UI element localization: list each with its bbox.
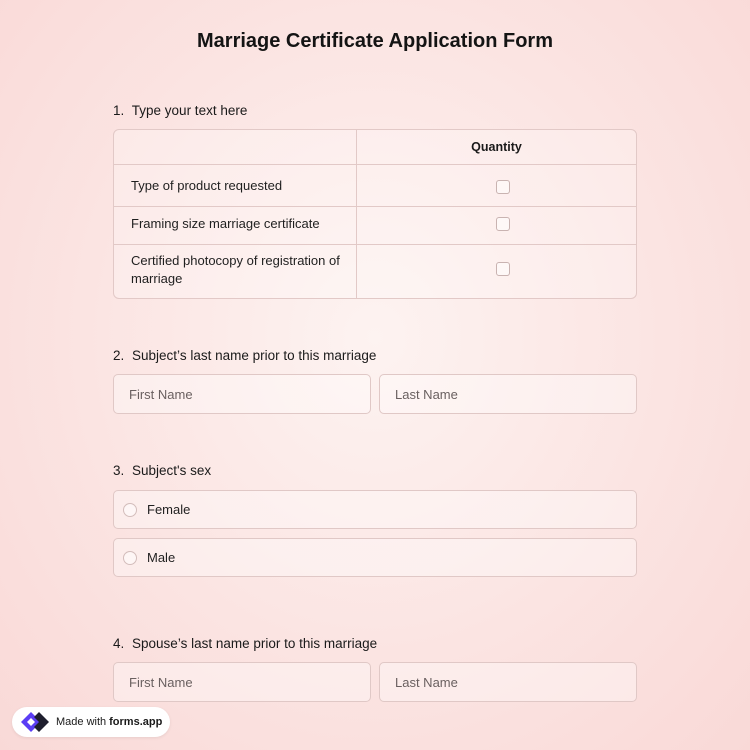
- matrix-column-header: Quantity: [471, 140, 522, 154]
- subject-first-name-input[interactable]: First Name: [113, 374, 371, 414]
- badge-brand: forms.app: [109, 716, 163, 728]
- question-2-text: Subject’s last name prior to this marriage: [132, 348, 377, 363]
- spouse-last-name-input[interactable]: Last Name: [379, 662, 637, 702]
- question-4-label: [113, 636, 377, 651]
- matrix-row-label: Framing size marriage certificate: [131, 216, 320, 231]
- question-4-text: Spouse’s last name prior to this marriage: [132, 636, 378, 651]
- sex-option-male[interactable]: [113, 538, 637, 577]
- radio-icon[interactable]: [123, 551, 137, 565]
- matrix-row: [114, 164, 636, 207]
- forms-app-logo-icon: [20, 710, 50, 734]
- matrix-row: [114, 206, 636, 244]
- quantity-matrix: [113, 129, 637, 299]
- sex-option-female[interactable]: [113, 490, 637, 529]
- matrix-checkbox[interactable]: [496, 217, 510, 231]
- matrix-row-label: Certified photocopy of registration of marriage: [131, 253, 340, 286]
- question-3-label: [113, 463, 211, 478]
- form-title: Marriage Certificate Application Form: [197, 30, 553, 52]
- question-1-label: [113, 103, 247, 118]
- option-label: Male: [147, 550, 176, 565]
- matrix-checkbox[interactable]: [496, 180, 510, 194]
- matrix-row-label: Type of product requested: [131, 178, 283, 193]
- question-3-text: Subject's sex: [132, 463, 212, 478]
- spouse-first-name-input[interactable]: First Name: [113, 662, 371, 702]
- question-2-label: [113, 348, 376, 363]
- badge-prefix: Made with: [56, 716, 107, 728]
- question-3-number: 3.: [113, 463, 125, 478]
- question-4-number: 4.: [113, 636, 125, 651]
- matrix-row: [114, 244, 636, 299]
- radio-icon[interactable]: [123, 503, 137, 517]
- question-2-number: 2.: [113, 348, 125, 363]
- matrix-checkbox[interactable]: [496, 262, 510, 276]
- option-label: Female: [147, 502, 191, 517]
- question-1-text: Type your text here: [131, 103, 248, 118]
- question-1-number: 1.: [113, 103, 125, 118]
- made-with-badge[interactable]: [12, 707, 170, 737]
- subject-last-name-input[interactable]: Last Name: [379, 374, 637, 414]
